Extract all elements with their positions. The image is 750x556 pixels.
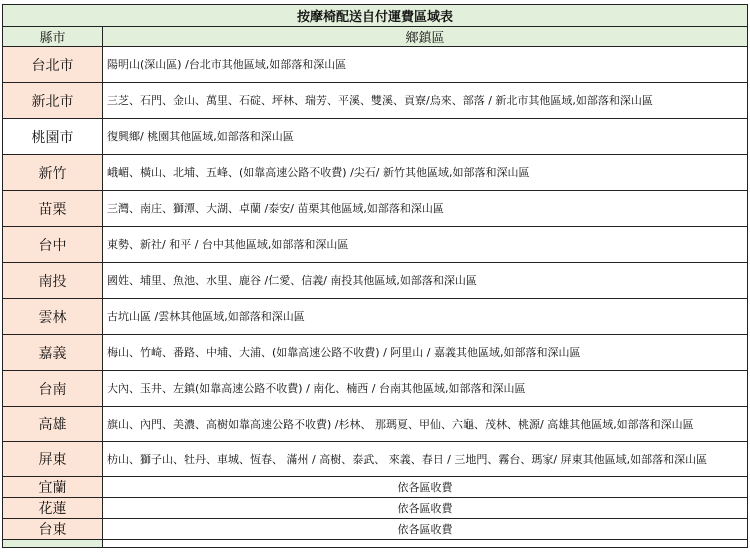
towns-cell: 梅山、竹崎、番路、中埔、大浦、(如靠高速公路不收費) / 阿里山 / 嘉義其他區域,如部落和深山區	[103, 335, 748, 371]
county-cell: 桃園市	[3, 119, 103, 155]
towns-cell: 旗山、內門、美濃、高樹如靠高速公路不收費) /杉林、 那瑪夏、甲仙、六龜、茂林、桃源/ 高雄其他區域,如部落和深山區	[103, 407, 748, 442]
county-cell: 新北市	[3, 83, 103, 119]
table-row	[3, 83, 748, 119]
blank-cell	[3, 540, 103, 548]
county-cell: 南投	[3, 263, 103, 299]
towns-cell: 枋山、獅子山、牡丹、車城、恆春、 滿州 / 高樹、泰武、 來義、春日 / 三地門、霧台、瑪家/ 屏東其他區域,如部落和深山區	[103, 442, 748, 477]
county-cell: 台北市	[3, 47, 103, 83]
county-cell: 嘉義	[3, 335, 103, 371]
table-row	[3, 335, 748, 371]
towns-cell: 復興鄉/ 桃園其他區域,如部落和深山區	[103, 119, 748, 155]
county-cell: 台南	[3, 371, 103, 407]
table-row	[3, 227, 748, 263]
table-row	[3, 263, 748, 299]
towns-cell: 東勢、新社/ 和平 / 台中其他區域,如部落和深山區	[103, 227, 748, 263]
table-row	[3, 299, 748, 335]
county-cell: 屏東	[3, 442, 103, 477]
county-cell: 新竹	[3, 155, 103, 191]
table-row	[3, 155, 748, 191]
county-cell: 花蓮	[3, 498, 103, 519]
shipping-fee-table	[2, 4, 748, 548]
table-row	[3, 442, 748, 477]
table-row	[3, 47, 748, 83]
county-cell: 雲林	[3, 299, 103, 335]
county-cell: 高雄	[3, 407, 103, 442]
table-row	[3, 191, 748, 227]
towns-cell: 三灣、南庄、獅潭、大湖、卓蘭 /泰安/ 苗栗其他區域,如部落和深山區	[103, 191, 748, 227]
table-row	[3, 477, 748, 498]
table-title: 按摩椅配送自付運費區域表	[3, 5, 748, 27]
table-row	[3, 371, 748, 407]
towns-cell: 三芝、石門、金山、萬里、石碇、坪林、瑞芳、平溪、雙溪、貢寮/烏來、部落 / 新北市其他區域,如部落和深山區	[103, 83, 748, 119]
towns-cell: 古坑山區 /雲林其他區域,如部落和深山區	[103, 299, 748, 335]
blank-cell	[103, 540, 748, 548]
towns-cell: 依各區收費	[103, 519, 748, 540]
title-row	[3, 5, 748, 27]
towns-cell: 依各區收費	[103, 498, 748, 519]
header-row	[3, 27, 748, 47]
county-header: 縣市	[3, 27, 103, 47]
towns-cell: 陽明山(深山區) /台北市其他區域,如部落和深山區	[103, 47, 748, 83]
towns-header: 鄉鎮區	[103, 27, 748, 47]
county-cell: 台中	[3, 227, 103, 263]
towns-cell: 峨嵋、橫山、北埔、五峰、(如靠高速公路不收費) /尖石/ 新竹其他區域,如部落和深山區	[103, 155, 748, 191]
table-row	[3, 119, 748, 155]
county-cell: 台東	[3, 519, 103, 540]
blank-row	[3, 540, 748, 548]
table-row	[3, 498, 748, 519]
towns-cell: 國姓、埔里、魚池、水里、鹿谷 /仁愛、信義/ 南投其他區域,如部落和深山區	[103, 263, 748, 299]
towns-cell: 大內、玉井、左鎮(如靠高速公路不收費) / 南化、楠西 / 台南其他區域,如部落和深山區	[103, 371, 748, 407]
table-row	[3, 407, 748, 442]
table-row	[3, 519, 748, 540]
towns-cell: 依各區收費	[103, 477, 748, 498]
county-cell: 苗栗	[3, 191, 103, 227]
county-cell: 宜蘭	[3, 477, 103, 498]
